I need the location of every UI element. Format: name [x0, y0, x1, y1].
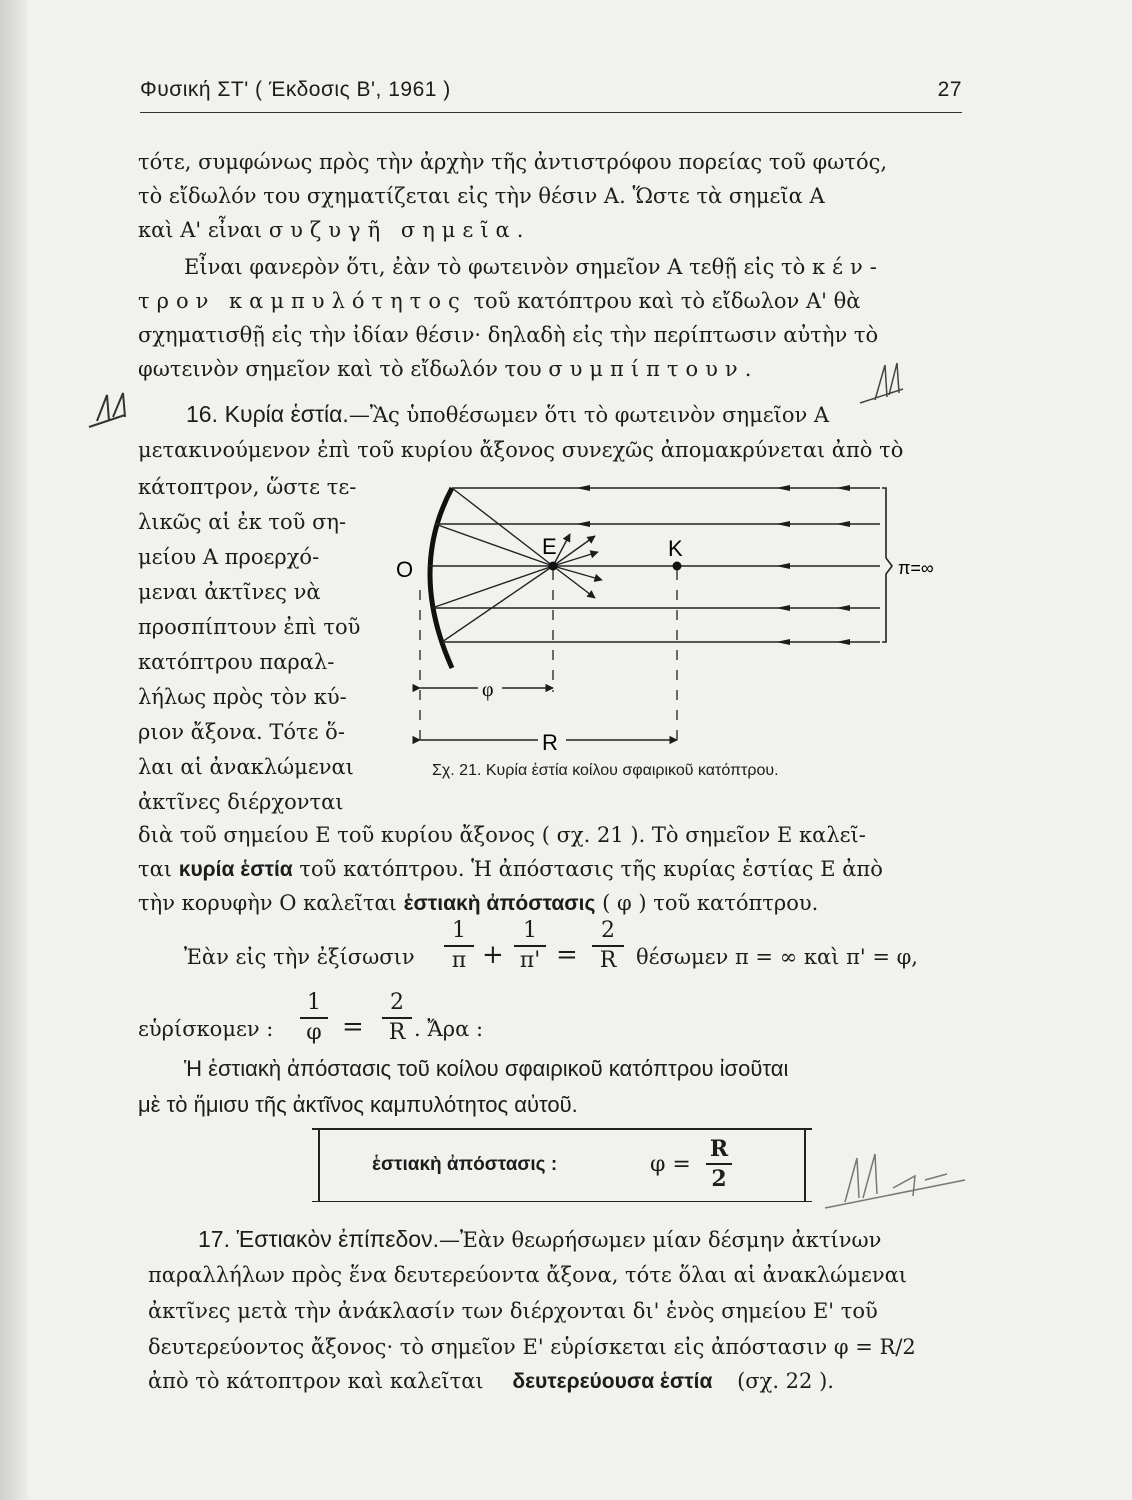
- f2-num: 1: [523, 918, 537, 943]
- equation-intro: Ἐὰν εἰς τὴν ἐξίσωσιν: [184, 945, 415, 969]
- term-coincide: συμπίπτουν.: [548, 357, 759, 381]
- f1-bar: [444, 945, 474, 947]
- g2-bar: [382, 1017, 412, 1019]
- after-fig-line-2-a: ται: [138, 857, 173, 881]
- equals-sign: =: [556, 940, 578, 970]
- col-line-8: ριον ἄξονα. Τότε ὅ-: [138, 720, 345, 744]
- conclusion-line-1: Ἡ ἑστιακὴ ἀπόστασις τοῦ κοίλου σφαιρικοῦ κατόπτρου ἰσοῦται: [184, 1056, 789, 1081]
- label-K: K: [668, 536, 683, 561]
- s17-line-3: ἀκτῖνες μετὰ τὴν ἀνάκλασίν των διέρχονται δι' ἑνὸς σημείου Ε' τοῦ: [148, 1299, 878, 1323]
- ara-text: . Ἄρα :: [414, 1017, 484, 1041]
- label-O: O: [396, 557, 414, 582]
- box-den: 2: [711, 1165, 727, 1192]
- s17-line-4: δευτερεύοντος ἄξονος· τὸ σημεῖον Ε' εὑρίσκεται εἰς ἀπόστασιν φ = R/2: [148, 1335, 916, 1359]
- section-16-number: 16.: [186, 401, 218, 427]
- section-16-heading: [186, 397, 829, 432]
- box-label: ἑστιακὴ ἀπόστασις :: [372, 1154, 558, 1175]
- f3-num: 2: [601, 918, 615, 943]
- after-fig-line-3: [138, 886, 818, 921]
- page-number: 27: [937, 78, 962, 101]
- fraction-1-over-pi: [444, 918, 474, 974]
- fraction-2-over-R-second: [382, 990, 412, 1046]
- p2-line-1: [184, 250, 884, 284]
- ray-arrowheads: [576, 485, 850, 645]
- f2-den: π': [519, 947, 541, 973]
- after-fig-line-3-a: τὴν κορυφὴν Ο καλεῖται: [138, 891, 397, 915]
- p2-line-3: σχηματισθῇ εἰς τὴν ἰδίαν θέσιν· δηλαδὴ εἰς τὴν περίπτωσιν αὐτὴν τὸ: [138, 323, 879, 347]
- section-16-line-2: μετακινούμενον ἐπὶ τοῦ κυρίου ἄξονος συνεχῶς ἀπομακρύνεται ἀπὸ τὸ: [138, 438, 904, 462]
- focus-point-E: [549, 562, 558, 571]
- s17-line-2: παραλλήλων πρὸς ἕνα δευτερεύοντα ἄξονα, τότε ὅλαι αἱ ἀνακλώμεναι: [148, 1263, 908, 1287]
- box-bar: [706, 1163, 732, 1165]
- f3-bar: [592, 945, 624, 947]
- figure-21-diagram: [390, 470, 980, 760]
- col-line-2: λικῶς αἱ ἐκ τοῦ ση-: [138, 510, 347, 534]
- s17-line-5: [148, 1364, 834, 1399]
- incident-rays: [428, 488, 880, 642]
- section-16-first-line: —Ἂς ὑποθέσωμεν ὅτι τὸ φωτεινὸν σημεῖον Α: [348, 403, 830, 427]
- p1-line-3: [138, 213, 530, 247]
- fraction-1-over-phi: [300, 990, 328, 1046]
- col-line-5: προσπίπτουν ἐπὶ τοῦ: [138, 615, 361, 639]
- g2-num: 2: [390, 990, 404, 1015]
- p2-line-2: [138, 284, 860, 318]
- equation-tail: θέσωμεν π = ∞ καὶ π' = φ,: [636, 945, 918, 969]
- center-point-K: [673, 562, 682, 571]
- running-header: [140, 78, 962, 110]
- reflected-rays: [432, 488, 602, 642]
- figure-21-caption: Σχ. 21. Κυρία ἑστία κοίλου σφαιρικοῦ κατόπτρου.: [432, 762, 779, 779]
- pi-infinity-brace: [882, 488, 892, 642]
- section-17-number: 17.: [198, 1226, 230, 1252]
- equals-sign-2: =: [342, 1012, 364, 1042]
- handwritten-signature: [815, 1140, 975, 1220]
- term-principal-focus: κυρία ἑστία: [178, 858, 293, 881]
- g1-num: 1: [307, 990, 321, 1015]
- term-focal-length: ἑστιακὴ ἀπόστασις: [403, 892, 596, 915]
- term-secondary-focus: δευτερεύουσα ἑστία: [512, 1370, 713, 1393]
- dashed-guides: [420, 570, 677, 742]
- s17-line-5-text: ἀπὸ τὸ κάτοπτρον καὶ καλεῖται: [148, 1369, 484, 1393]
- label-R: R: [542, 730, 558, 755]
- concave-mirror: [430, 488, 452, 668]
- col-line-9: λαι αἱ ἀνακλώμεναι: [138, 755, 354, 779]
- box-formula-lhs: φ =: [650, 1152, 691, 1177]
- col-line-6: κατόπτρου παραλ-: [138, 650, 335, 674]
- term-center-of-curvature: τρον καμπυλότητος: [138, 289, 467, 313]
- col-line-7: λήλως πρὸς τὸν κύ-: [138, 685, 347, 709]
- f1-num: 1: [452, 918, 466, 943]
- section-17-title: Ἑστιακὸν ἐπίπεδον.: [236, 1226, 439, 1252]
- f3-den: R: [599, 947, 617, 973]
- label-phi: φ: [482, 679, 494, 701]
- section-16-title: Κυρία ἑστία.: [224, 401, 349, 427]
- after-fig-line-3-b: ( φ ) τοῦ κατόπτρου.: [602, 891, 819, 915]
- header-rule: [140, 112, 962, 113]
- after-fig-line-2-b: τοῦ κατόπτρου. Ἡ ἀπόστασις τῆς κυρίας ἑστίας Ε ἀπὸ: [299, 857, 883, 881]
- p1-line-2: τὸ εἴδωλόν του σχηματίζεται εἰς τὴν θέσιν Α. Ὥστε τὰ σημεῖα Α: [138, 184, 825, 208]
- label-E: E: [542, 534, 557, 559]
- box-num: R: [709, 1136, 729, 1162]
- p2-line-1-spaced: κέν-: [811, 255, 884, 279]
- p1-line-1: τότε, συμφώνως πρὸς τὴν ἀρχὴν τῆς ἀντιστρόφου πορείας τοῦ φωτός,: [138, 150, 888, 174]
- s17-line-5-end: (σχ. 22 ).: [737, 1369, 834, 1393]
- g1-den: φ: [306, 1019, 322, 1045]
- f2-bar: [514, 945, 546, 947]
- box-fraction-R-over-2: [706, 1136, 732, 1192]
- find-text: εὑρίσκομεν :: [138, 1017, 274, 1041]
- section-17-heading: [198, 1222, 881, 1257]
- col-line-1: κάτοπτρον, ὥστε τε-: [138, 475, 357, 499]
- p2-line-1-text: Εἶναι φανερὸν ὅτι, ἐὰν τὸ φωτεινὸν σημεῖον Α τεθῇ εἰς τὸ: [184, 255, 806, 279]
- g1-bar: [300, 1017, 328, 1019]
- p1-line-3-text: καὶ Α' εἶναι: [138, 218, 263, 242]
- g2-den: R: [388, 1019, 406, 1045]
- fraction-1-over-pi-prime: [514, 918, 546, 974]
- col-line-4: μεναι ἀκτῖνες νὰ: [138, 580, 321, 604]
- after-fig-line-1: διὰ τοῦ σημείου Ε τοῦ κυρίου ἄξονος ( σχ. 21 ). Τὸ σημεῖον Ε καλεῖ-: [138, 823, 866, 847]
- term-conjugate-points: συζυγῆ σημεῖα.: [268, 218, 531, 242]
- col-line-10: ἀκτῖνες διέρχονται: [138, 790, 344, 814]
- label-pi-infinity: π=∞: [898, 558, 934, 578]
- focal-length-formula-box: [318, 1128, 806, 1202]
- conclusion-line-2: μὲ τὸ ἥμισυ τῆς ἀκτῖνος καμπυλότητος αὐτοῦ.: [138, 1092, 578, 1117]
- fraction-2-over-R: [592, 918, 624, 974]
- p2-line-4-text: φωτεινὸν σημεῖον καὶ τὸ εἴδωλόν του: [138, 357, 542, 381]
- page-binding-shadow: [0, 0, 28, 1500]
- header-title: Φυσική ΣΤ' ( Έκδοσις Β', 1961 ): [140, 78, 451, 101]
- after-fig-line-2: [138, 852, 883, 887]
- f1-den: π: [451, 947, 467, 973]
- plus-sign: +: [482, 940, 504, 970]
- p2-line-2-text: τοῦ κατόπτρου καὶ τὸ εἴδωλον Α' θὰ: [473, 289, 861, 313]
- col-line-3: μείου Α προερχό-: [138, 545, 320, 569]
- section-17-first-line: —Ἐὰν θεωρήσωμεν μίαν δέσμην ἀκτίνων: [438, 1228, 882, 1252]
